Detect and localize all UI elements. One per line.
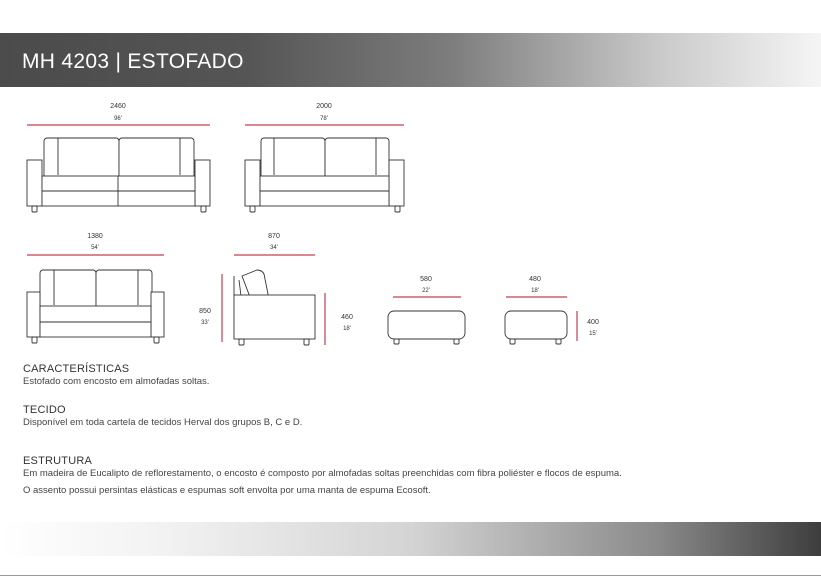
pouf-small-width-mm: 480	[529, 276, 541, 283]
pouf-small-height-mm: 400	[587, 319, 599, 326]
sofa-loveseat-drawing	[27, 233, 164, 343]
side-depth-in: 34'	[270, 245, 278, 251]
pouf-large-width-mm: 580	[420, 276, 432, 283]
loveseat-width-in: 54'	[91, 245, 99, 251]
sofa-3-arm-left	[27, 160, 42, 206]
sofa-2-seat-drawing	[245, 103, 404, 212]
section-tecido	[23, 404, 302, 429]
sofa-2-width-mm: 2000	[316, 103, 332, 110]
sofa-3-back-cushion-left	[44, 138, 119, 180]
sofa-3-back-cushion-right	[119, 138, 194, 180]
sofa-2-arm-right	[389, 160, 404, 206]
sofa-3-width-mm: 2460	[110, 103, 126, 110]
side-seat-in: 18'	[343, 326, 351, 332]
pouf-small-body	[505, 311, 567, 339]
section-text: Disponível em toda cartela de tecidos Herval dos grupos B, C e D.	[23, 417, 303, 428]
section-estrutura	[23, 455, 622, 497]
pouf-large-width-in: 22'	[422, 288, 430, 294]
page-title: MH 4203 | ESTOFADO	[22, 50, 244, 73]
side-back-cushion	[242, 270, 268, 297]
bottom-rule	[0, 575, 821, 576]
footer-band	[0, 522, 821, 556]
section-heading: CARACTERÍSTICAS	[23, 363, 130, 375]
side-height-in: 33'	[201, 320, 209, 326]
pouf-small-width-in: 18'	[531, 288, 539, 294]
side-height-mm: 850	[199, 308, 211, 315]
section-heading: ESTRUTURA	[23, 455, 93, 467]
loveseat-seat	[40, 306, 151, 337]
pouf-small-height-in: 15'	[589, 331, 597, 337]
sofa-2-arm-left	[245, 160, 260, 206]
sofa-3-arm-right	[195, 160, 210, 206]
section-heading: TECIDO	[23, 404, 66, 416]
sofa-3-width-in: 96'	[114, 116, 122, 122]
side-depth-mm: 870	[268, 233, 280, 240]
sofa-3-seat-drawing	[27, 103, 210, 212]
side-body	[234, 295, 315, 339]
pouf-small-drawing	[505, 276, 599, 344]
section-text: Em madeira de Eucalipto de reflorestamento, o encosto é composto por almofadas soltas preenchidas com fibra poliéster e flocos de espuma.	[23, 468, 622, 479]
sofa-side-view-drawing	[199, 233, 353, 345]
pouf-large-body	[388, 311, 465, 339]
loveseat-arm-left	[27, 292, 40, 337]
sofa-2-width-in: 78'	[320, 116, 328, 122]
section-text: Estofado com encosto em almofadas soltas.	[23, 376, 210, 387]
pouf-large-drawing	[388, 276, 465, 344]
loveseat-width-mm: 1380	[87, 233, 103, 240]
section-text: O assento possui persintas elásticas e espumas soft envolta por uma manta de espuma Ecosoft.	[23, 485, 431, 496]
section-caracteristicas	[23, 363, 209, 388]
loveseat-arm-right	[151, 292, 164, 337]
side-seat-mm: 460	[341, 314, 353, 321]
